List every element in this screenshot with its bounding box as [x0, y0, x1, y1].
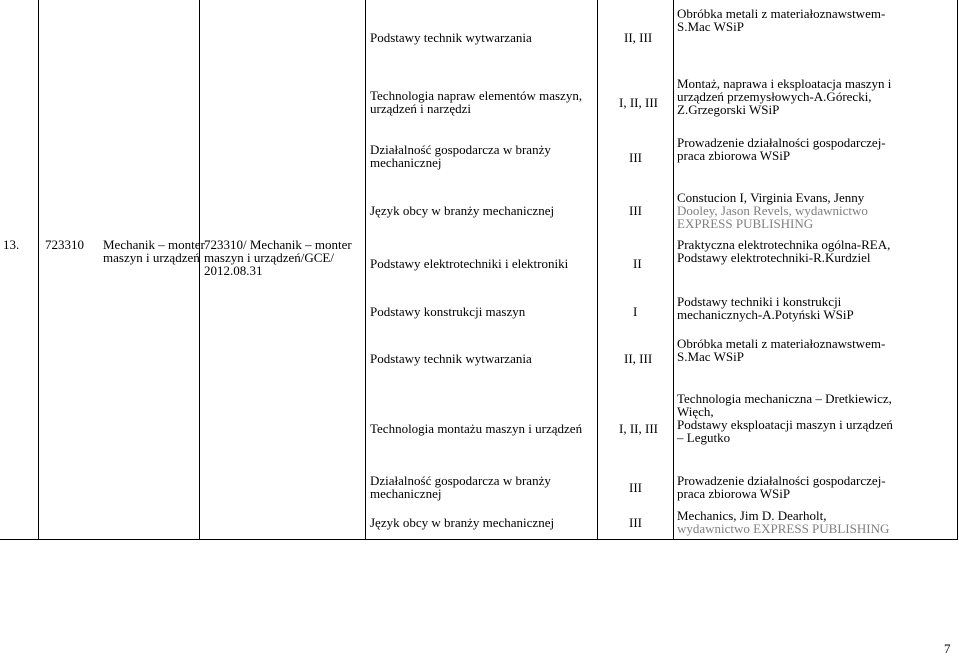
subject-line: Działalność gospodarcza w branży	[370, 473, 551, 488]
subject-cell: Podstawy technik wytwarzania	[370, 351, 532, 366]
book-line: Obróbka metali z materiałoznawstwem-	[677, 336, 886, 351]
book-line: wydawnictwo EXPRESS PUBLISHING	[677, 521, 890, 536]
classes-cell: II, III	[624, 30, 653, 45]
subject-cell: Technologia montażu maszyn i urządzeń	[370, 421, 583, 436]
classes-cell: II	[633, 256, 642, 271]
subject-cell: Podstawy technik wytwarzania	[370, 30, 532, 45]
subject-line: urządzeń i narzędzi	[370, 101, 472, 116]
subject-line: Technologia napraw elementów maszyn,	[370, 88, 583, 103]
book-line: Obróbka metali z materiałoznawstwem-	[677, 6, 886, 21]
subject-cell: Język obcy w branży mechanicznej	[370, 515, 555, 530]
row-number: 13.	[3, 237, 20, 252]
book-line: Więch,	[677, 404, 714, 419]
col-divider	[957, 0, 958, 540]
col-divider	[597, 0, 598, 540]
program-line: maszyn i urządzeń/GCE/	[204, 250, 334, 265]
profession-code: 723310	[45, 237, 84, 252]
program-line: 723310/ Mechanik – monter	[204, 237, 352, 252]
book-line: Prowadzenie działalności gospodarczej-	[677, 473, 886, 488]
book-line: Podstawy elektrotechniki-R.Kurdziel	[677, 250, 871, 265]
classes-cell: I, II, III	[619, 95, 658, 110]
subject-cell: Język obcy w branży mechanicznej	[370, 203, 555, 218]
subject-line: mechanicznej	[370, 155, 442, 170]
col-divider	[365, 0, 366, 540]
classes-cell: I	[633, 304, 638, 319]
table-bottom-border	[0, 539, 958, 540]
book-line: Dooley, Jason Revels, wydawnictwo	[677, 203, 868, 218]
book-line: EXPRESS PUBLISHING	[677, 216, 814, 231]
program-line: 2012.08.31	[204, 263, 263, 278]
classes-cell: III	[629, 150, 642, 165]
book-line: S.Mac WSiP	[677, 19, 744, 34]
classes-cell: III	[629, 203, 642, 218]
book-line: praca zbiorowa WSiP	[677, 486, 791, 501]
profession-name-line: maszyn i urządzeń	[103, 250, 200, 265]
classes-cell: III	[629, 480, 642, 495]
book-line: mechanicznych-A.Potyński WSiP	[677, 307, 854, 322]
col-divider	[673, 0, 674, 540]
col-divider	[199, 0, 200, 540]
subject-line: mechanicznej	[370, 486, 442, 501]
book-line: Praktyczna elektrotechnika ogólna-REA,	[677, 237, 891, 252]
book-line: Podstawy eksploatacji maszyn i urządzeń	[677, 417, 893, 432]
col-divider	[38, 0, 39, 540]
book-line: S.Mac WSiP	[677, 349, 744, 364]
subject-line: Działalność gospodarcza w branży	[370, 142, 551, 157]
classes-cell: I, II, III	[619, 421, 658, 436]
book-line: urządzeń przemysłowych-A.Górecki,	[677, 89, 872, 104]
book-line: Prowadzenie działalności gospodarczej-	[677, 135, 886, 150]
book-line: Constucion I, Virginia Evans, Jenny	[677, 190, 865, 205]
book-line: praca zbiorowa WSiP	[677, 148, 791, 163]
subject-cell: Podstawy elektrotechniki i elektroniki	[370, 256, 569, 271]
book-line: Mechanics, Jim D. Dearholt,	[677, 508, 827, 523]
classes-cell: II, III	[624, 351, 653, 366]
profession-name-line: Mechanik – monter	[103, 237, 205, 252]
classes-cell: III	[629, 515, 642, 530]
subject-cell: Podstawy konstrukcji maszyn	[370, 304, 526, 319]
book-line: – Legutko	[677, 430, 731, 445]
book-line: Technologia mechaniczna – Dretkiewicz,	[677, 391, 892, 406]
page-number: 7	[944, 641, 951, 656]
book-line: Podstawy techniki i konstrukcji	[677, 294, 842, 309]
book-line: Z.Grzegorski WSiP	[677, 102, 780, 117]
book-line: Montaż, naprawa i eksploatacja maszyn i	[677, 76, 892, 91]
